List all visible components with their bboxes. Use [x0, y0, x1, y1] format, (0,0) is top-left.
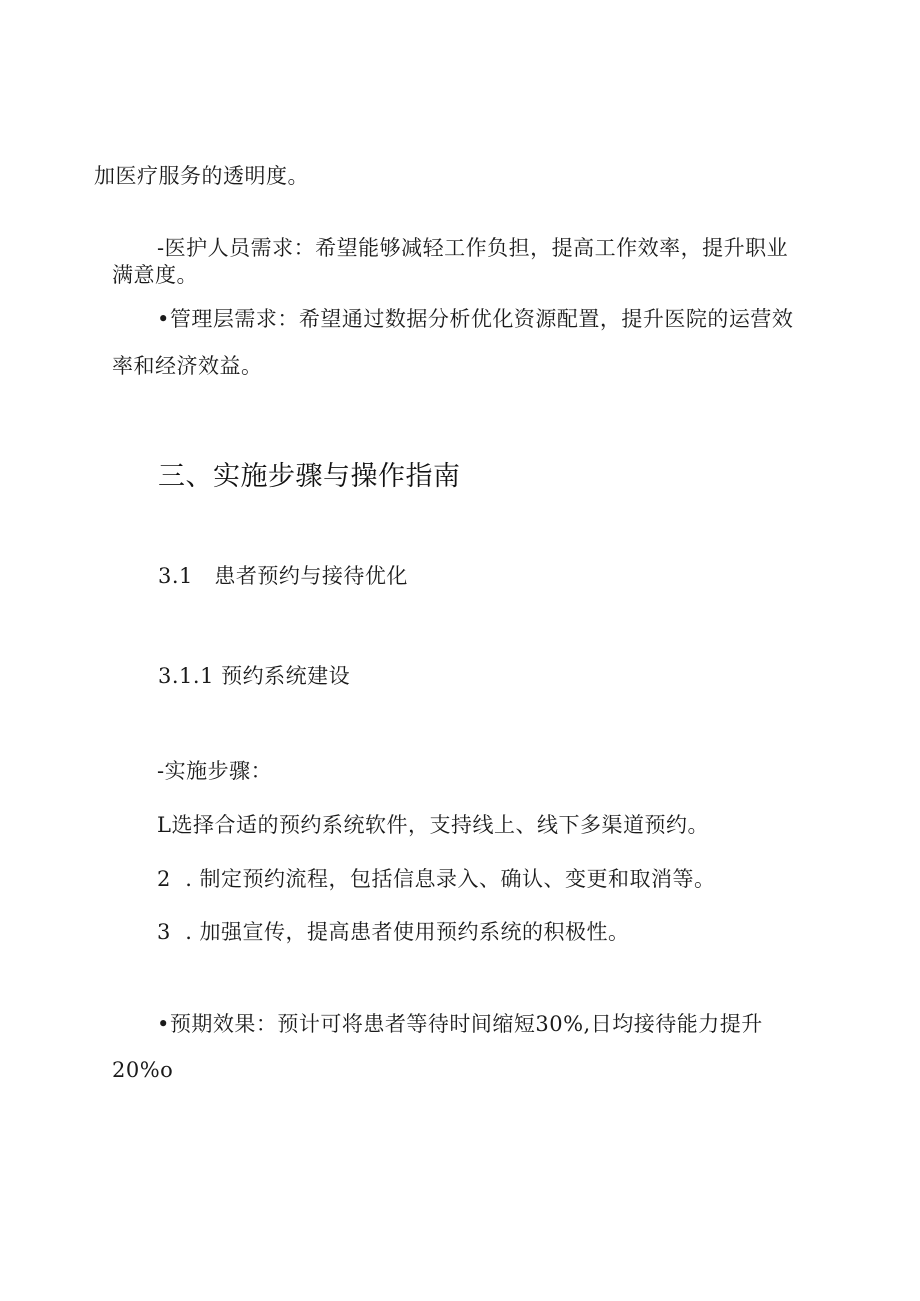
- management-needs-line-1: •管理层需求：希望通过数据分析优化资源配置，提升医院的运营效: [157, 307, 794, 331]
- staff-needs-line-2: 满意度。: [112, 263, 198, 287]
- staff-needs-line-1: -医护人员需求：希望能够减轻工作负担，提高工作效率，提升职业: [157, 236, 789, 260]
- step-item-2: 2 . 制定预约流程，包括信息录入、确认、变更和取消等。: [157, 867, 716, 891]
- section-heading: 三、实施步骤与操作指南: [158, 461, 461, 492]
- step-item-3: 3 . 加强宣传，提高患者使用预约系统的积极性。: [157, 920, 630, 944]
- subsection-heading-3-1-1: 3.1.1 预约系统建设: [158, 664, 351, 688]
- management-needs-line-2: 率和经济效益。: [112, 354, 263, 378]
- step-item-1: L选择合适的预约系统软件，支持线上、线下多渠道预约。: [157, 813, 709, 837]
- subsection-heading-3-1: 3.1 患者预约与接待优化: [158, 564, 408, 588]
- expected-effect-line-1: •预期效果：预计可将患者等待时间缩短30%,日均接待能力提升: [157, 1012, 763, 1036]
- expected-effect-line-2: 20%o: [112, 1058, 174, 1082]
- paragraph-continuation: 加医疗服务的透明度。: [94, 164, 309, 188]
- steps-label: -实施步骤：: [157, 759, 273, 783]
